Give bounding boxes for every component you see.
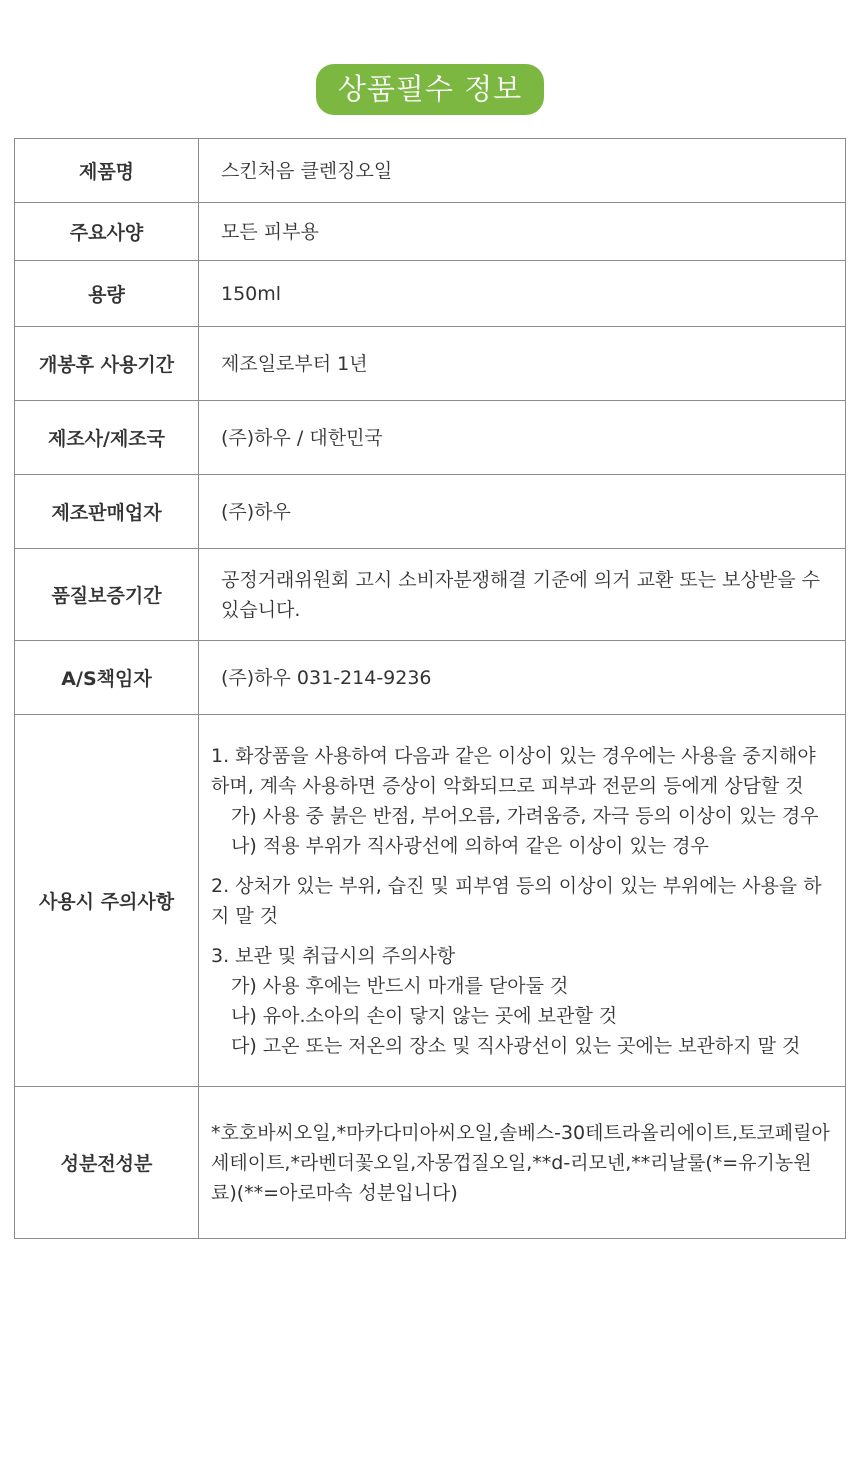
table-row [15,1087,846,1239]
table-row [15,475,846,549]
row-label-usage-period: 개봉후 사용기간 [15,327,199,401]
row-label-ingredients: 성분전성분 [15,1087,199,1239]
row-value-as-contact: (주)하우 031-214-9236 [199,641,846,715]
section-title-badge: 상품필수 정보 [316,64,544,115]
table-row [15,715,846,1087]
row-label-as-contact: A/S책임자 [15,641,199,715]
row-value-main-spec: 모든 피부용 [199,203,846,261]
row-label-manufacturer-country: 제조사/제조국 [15,401,199,475]
row-value-volume: 150ml [199,261,846,327]
caution-item-3-a: 가) 사용 후에는 반드시 마개를 닫아둘 것 [231,974,569,997]
caution-item-1: 1. 화장품을 사용하여 다음과 같은 이상이 있는 경우에는 사용을 중지해야 하며, 계속 사용하면 증상이 악화되므로 피부과 전문의 등에게 상담할 것 [211,744,816,797]
row-label-product-name: 제품명 [15,139,199,203]
row-label-distributor: 제조판매업자 [15,475,199,549]
table-row [15,549,846,641]
product-info-table [14,138,846,1239]
row-value-warranty: 공정거래위원회 고시 소비자분쟁해결 기준에 의거 교환 또는 보상받을 수 있습니다. [199,549,846,641]
table-row [15,641,846,715]
caution-item-3-c: 다) 고온 또는 저온의 장소 및 직사광선이 있는 곳에는 보관하지 말 것 [231,1034,801,1057]
caution-item-2: 2. 상처가 있는 부위, 습진 및 피부염 등의 이상이 있는 부위에는 사용을 하지 말 것 [211,874,822,927]
row-label-main-spec: 주요사양 [15,203,199,261]
table-row [15,203,846,261]
row-label-caution: 사용시 주의사항 [15,715,199,1087]
caution-item-3: 3. 보관 및 취급시의 주의사항 [211,944,456,967]
row-value-usage-period: 제조일로부터 1년 [199,327,846,401]
row-value-caution [199,715,846,1087]
caution-item-1-a: 가) 사용 중 붉은 반점, 부어오름, 가려움증, 자극 등의 이상이 있는 경우 [231,804,819,827]
table-row [15,261,846,327]
table-row [15,401,846,475]
caution-item-1-b: 나) 적용 부위가 직사광선에 의하여 같은 이상이 있는 경우 [231,834,709,857]
table-row [15,139,846,203]
row-label-volume: 용량 [15,261,199,327]
row-value-manufacturer-country: (주)하우 / 대한민국 [199,401,846,475]
caution-item-3-b: 나) 유아.소아의 손이 닿지 않는 곳에 보관할 것 [231,1004,618,1027]
row-value-product-name: 스킨처음 클렌징오일 [199,139,846,203]
table-row [15,327,846,401]
row-value-distributor: (주)하우 [199,475,846,549]
row-value-ingredients: *호호바씨오일,*마카다미아씨오일,솔베스-30테트라올리에이트,토코페릴아세테이트,*라벤더꽃오일,자몽껍질오일,**d-리모넨,**리날룰(*=유기농원료)(**=아로마속 성분입니다) [199,1087,846,1239]
row-label-warranty: 품질보증기간 [15,549,199,641]
